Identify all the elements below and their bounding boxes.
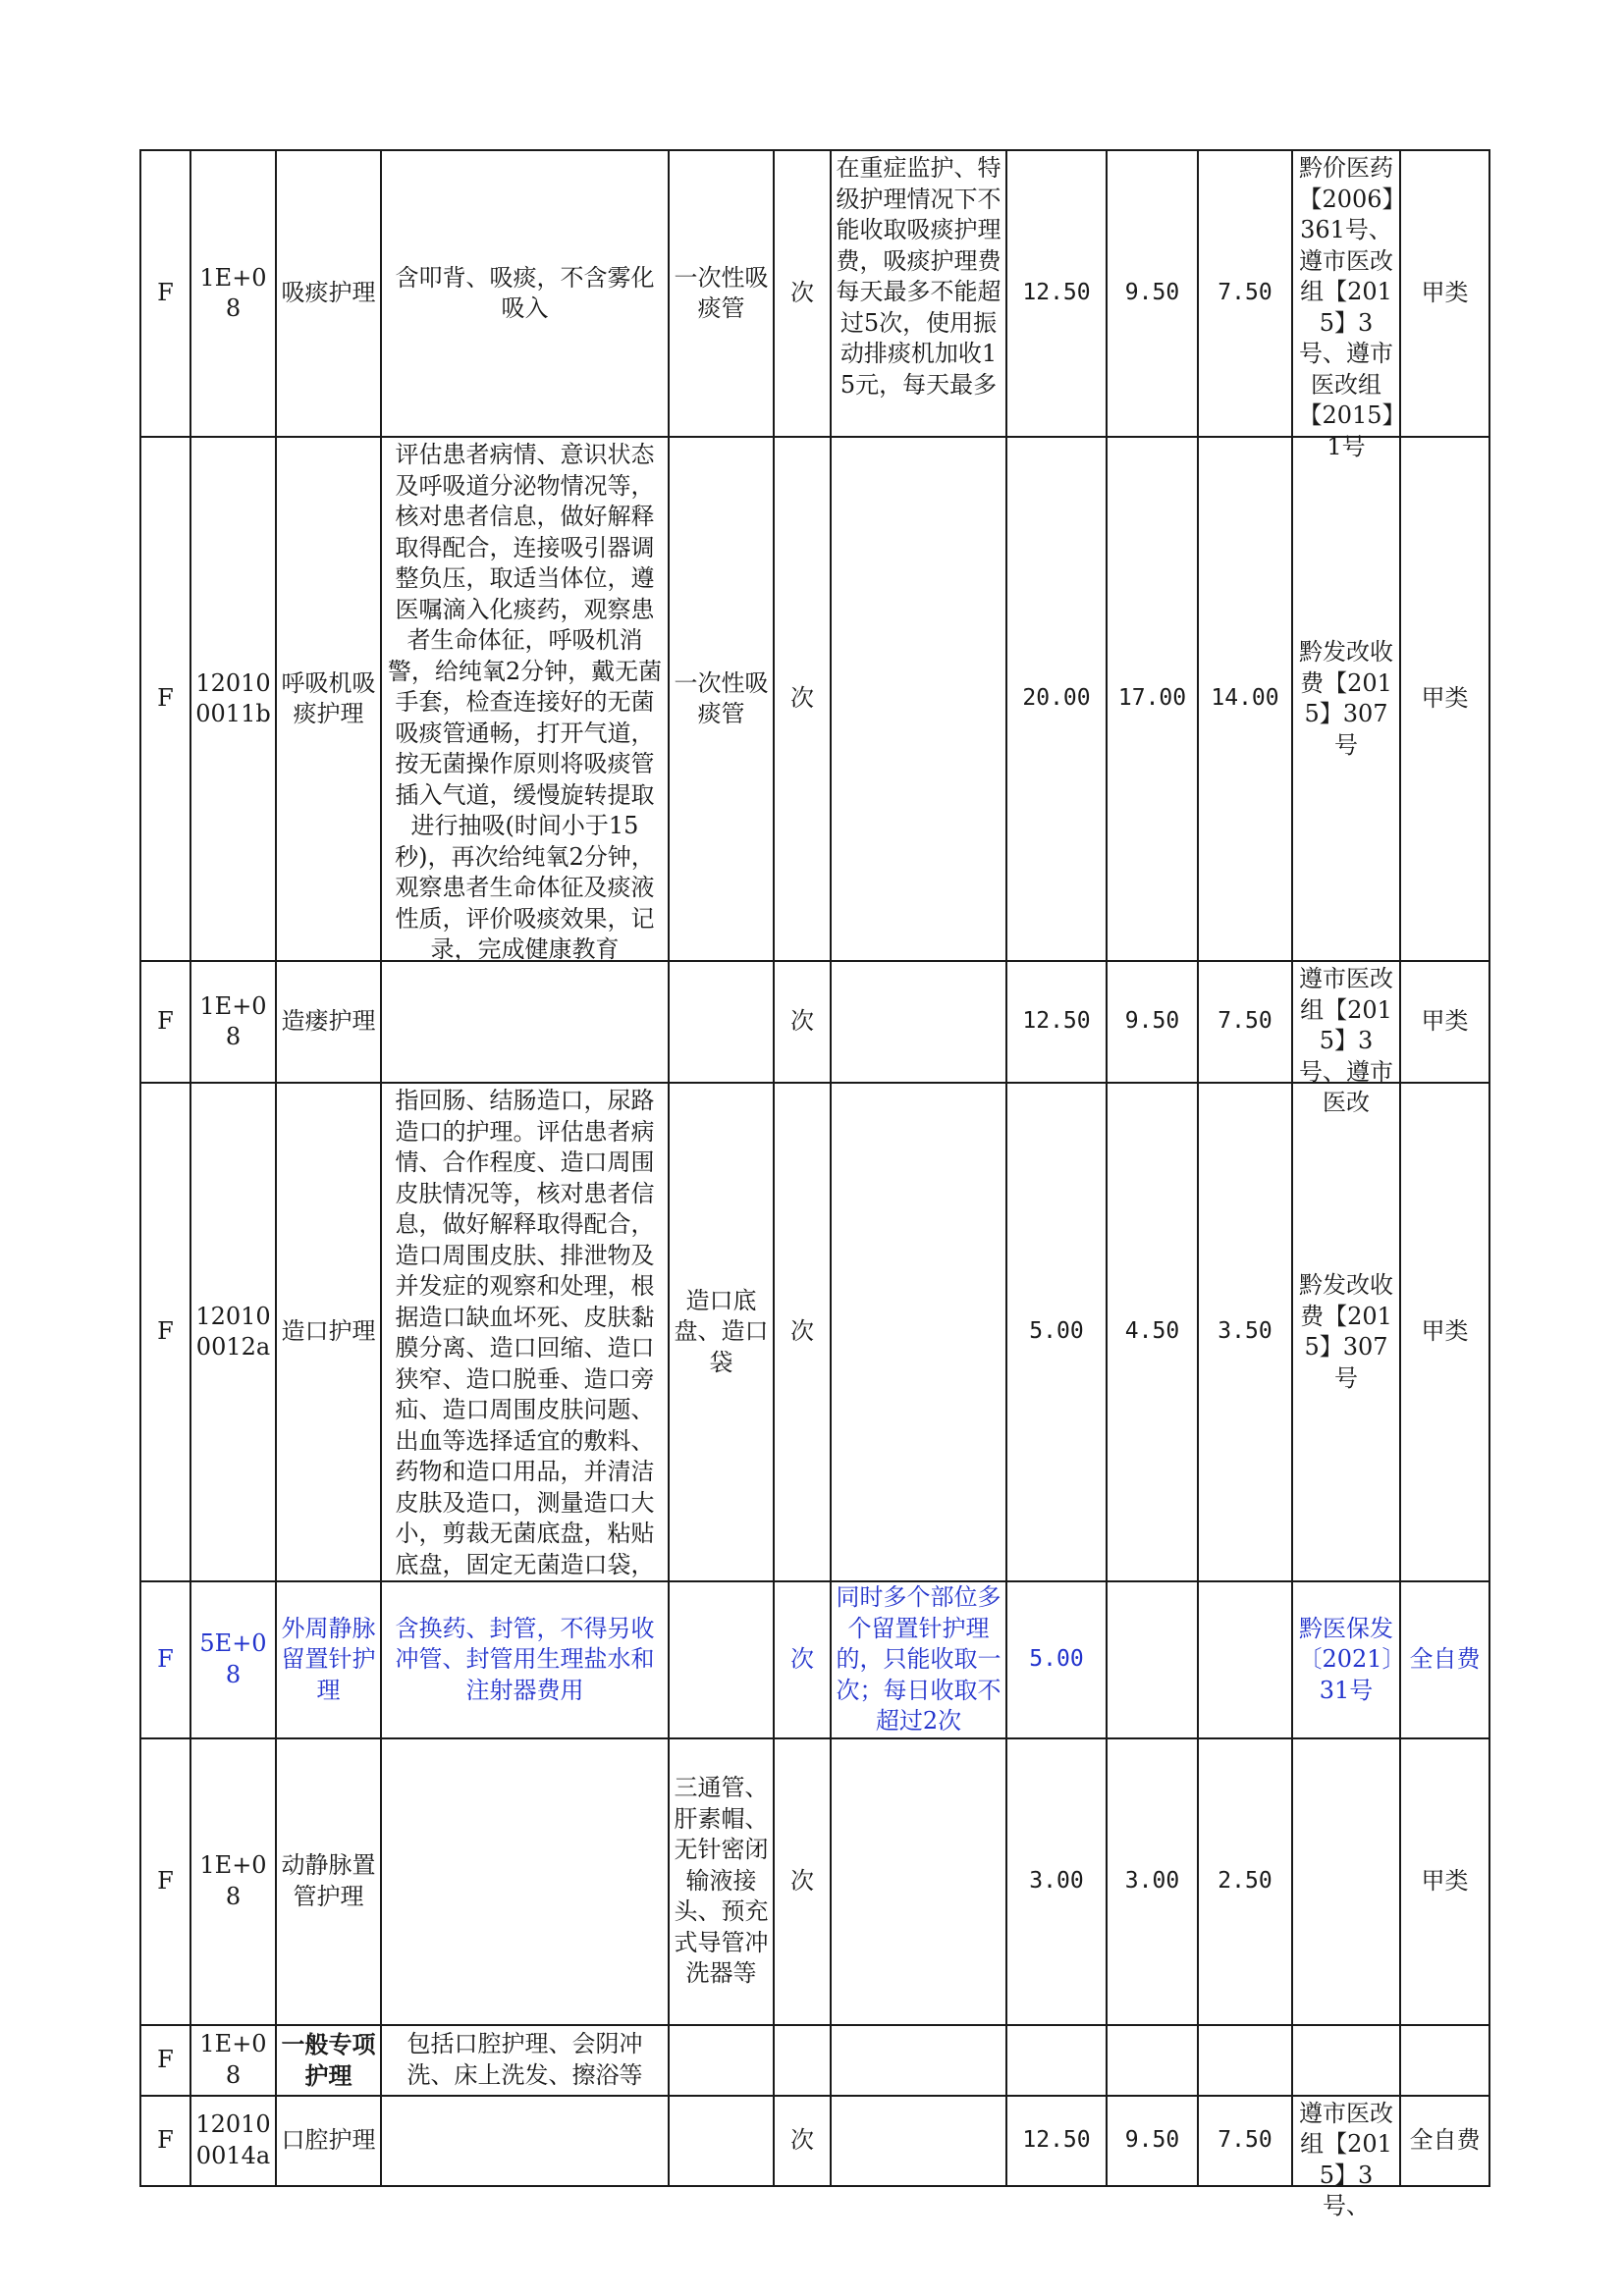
row-code-text: F — [157, 1317, 174, 1346]
insurance-category-text: 全自费 — [1409, 2125, 1481, 2154]
note-cell — [831, 2025, 1006, 2096]
price-level1-cell — [1006, 150, 1107, 437]
item-number-text: 120100011b — [195, 668, 271, 727]
item-content-cell — [381, 961, 669, 1083]
table-row — [140, 2096, 1489, 2186]
pricing-basis-cell — [1292, 437, 1400, 961]
item-number-text: 120100014a — [195, 2110, 271, 2169]
insurance-category-cell — [1400, 2096, 1489, 2186]
unit-cell — [774, 2025, 831, 2096]
price-level1-text: 3.00 — [1029, 1867, 1084, 1894]
row-code-cell — [140, 437, 190, 961]
insurance-category-text: 甲类 — [1421, 1317, 1469, 1346]
note-cell — [831, 1738, 1006, 2025]
table-row — [140, 961, 1489, 1083]
note-text: 在重症监护、特级护理情况下不能收取吸痰护理费，吸痰护理费每天最多不能超过5次，使用振动排痰机加收15元，每天最多 — [836, 154, 1001, 399]
price-level1-text: 20.00 — [1022, 685, 1091, 712]
price-level2-cell — [1107, 961, 1198, 1083]
item-number-text: 1E+08 — [199, 263, 267, 322]
item-number-cell — [190, 1581, 276, 1738]
row-code-cell — [140, 1083, 190, 1581]
item-number-text: 1E+08 — [199, 991, 267, 1050]
pricing-basis-text: 黔发改收费【2015】307号 — [1299, 638, 1393, 759]
item-name-text: 动静脉置管护理 — [281, 1851, 376, 1910]
price-level3-text: 3.50 — [1218, 1318, 1272, 1345]
item-number-cell — [190, 1738, 276, 2025]
item-content-cell — [381, 150, 669, 437]
unit-cell — [774, 1738, 831, 2025]
item-content-text: 评估患者病情、意识状态及呼吸道分泌物情况等，核对患者信息，做好解释取得配合，连接吸引器调整负压，取适当体位，遵医嘱滴入化痰药，观察患者生命体征，呼吸机消警，给纯氧2分钟，戴无菌手套，检查连接好的无菌吸痰管通畅，打开气道，按无菌操作原则将吸痰管插入气道，缓慢旋转提取进行抽吸(时间小于15秒)，再次给纯氧2分钟，观察患者生命体征及痰液性质，评价吸痰效果，记录，完成健康教育 — [387, 441, 663, 963]
unit-text: 次 — [790, 2125, 814, 2154]
item-name-text: 吸痰护理 — [281, 279, 376, 307]
unit-cell — [774, 150, 831, 437]
fee-schedule-table — [139, 149, 1490, 2219]
unit-cell — [774, 1581, 831, 1738]
price-level1-cell — [1006, 437, 1107, 961]
insurance-category-cell — [1400, 2025, 1489, 2096]
price-level2-cell — [1107, 1738, 1198, 2025]
note-cell — [831, 961, 1006, 1083]
price-level3-cell — [1198, 1083, 1292, 1581]
insurance-category-cell — [1400, 961, 1489, 1083]
price-level3-cell — [1198, 2025, 1292, 2096]
row-code-cell — [140, 2096, 190, 2186]
item-name-cell — [276, 2096, 381, 2186]
pricing-basis-cell — [1292, 1738, 1400, 2025]
unit-text: 次 — [790, 1007, 814, 1036]
row-code-text: F — [157, 1866, 174, 1895]
unit-cell — [774, 2096, 831, 2186]
price-level1-cell — [1006, 1083, 1107, 1581]
unit-text: 次 — [790, 1317, 814, 1346]
row-code-cell — [140, 2025, 190, 2096]
item-number-cell — [190, 1083, 276, 1581]
pricing-basis-text: 黔价医药【2006】361号、遵市医改组【2015】3号、遵市医改组【2015】1号 — [1298, 154, 1394, 460]
price-level1-text: 12.50 — [1022, 1008, 1091, 1035]
table-row — [140, 437, 1489, 961]
item-name-text: 造口护理 — [281, 1317, 376, 1346]
item-number-cell — [190, 2025, 276, 2096]
item-name-cell — [276, 437, 381, 961]
excluded-materials-cell — [669, 2025, 774, 2096]
item-number-text: 5E+08 — [199, 1629, 267, 1688]
item-name-cell — [276, 1581, 381, 1738]
table-row — [140, 1083, 1489, 1581]
pricing-basis-cell — [1292, 2096, 1400, 2219]
item-number-cell — [190, 437, 276, 961]
note-text: 同时多个部位多个留置针护理的，只能收取一次；每日收取不超过2次 — [836, 1583, 1001, 1735]
pricing-basis-text: 黔发改收费【2015】307号 — [1299, 1271, 1393, 1392]
table-row — [140, 2025, 1489, 2096]
item-name-text: 一般专项护理 — [281, 2030, 376, 2090]
unit-text: 次 — [790, 1866, 814, 1895]
price-level1-text: 5.00 — [1029, 1318, 1084, 1345]
item-name-text: 造瘘护理 — [281, 1007, 376, 1036]
insurance-category-text: 甲类 — [1421, 684, 1469, 713]
item-content-cell — [381, 1083, 669, 1581]
price-level3-text: 7.50 — [1218, 1008, 1272, 1035]
item-content-cell — [381, 1581, 669, 1738]
price-level3-cell — [1198, 2096, 1292, 2186]
insurance-category-text: 甲类 — [1421, 279, 1469, 307]
excluded-materials-cell — [669, 2096, 774, 2186]
price-level2-text: 9.50 — [1124, 2126, 1180, 2153]
excluded-materials-text: 一次性吸痰管 — [674, 263, 769, 322]
item-number-cell — [190, 2096, 276, 2186]
price-level1-text: 12.50 — [1022, 2126, 1091, 2153]
row-code-text: F — [157, 1645, 174, 1673]
excluded-materials-cell — [669, 1083, 774, 1581]
row-code-text: F — [157, 279, 174, 307]
item-number-text: 1E+08 — [199, 1851, 267, 1910]
price-level2-cell — [1107, 2096, 1198, 2186]
price-level3-cell — [1198, 1738, 1292, 2025]
item-name-cell — [276, 2025, 381, 2096]
excluded-materials-cell — [669, 1581, 774, 1738]
price-level3-cell — [1198, 437, 1292, 961]
pricing-basis-text: 遵市医改组【2015】3号、遵市医改 — [1299, 965, 1393, 1116]
price-level2-text: 9.50 — [1124, 280, 1180, 306]
item-name-text: 呼吸机吸痰护理 — [281, 668, 376, 727]
price-level3-text: 7.50 — [1218, 2126, 1272, 2153]
price-level1-cell — [1006, 2096, 1107, 2186]
row-code-cell — [140, 1738, 190, 2025]
pricing-basis-cell — [1292, 2025, 1400, 2096]
insurance-category-cell — [1400, 437, 1489, 961]
pricing-basis-cell — [1292, 1581, 1400, 1738]
excluded-materials-cell — [669, 961, 774, 1083]
note-cell — [831, 437, 1006, 961]
note-cell — [831, 150, 1006, 437]
item-content-text: 含换药、封管，不得另收冲管、封管用生理盐水和注射器费用 — [395, 1614, 655, 1704]
pricing-basis-cell — [1292, 961, 1400, 1116]
price-level2-text: 9.50 — [1124, 1008, 1180, 1035]
note-cell — [831, 1581, 1006, 1738]
price-level1-text: 12.50 — [1022, 280, 1091, 306]
unit-text: 次 — [790, 1645, 814, 1673]
price-level1-cell — [1006, 1738, 1107, 2025]
unit-cell — [774, 437, 831, 961]
note-cell — [831, 2096, 1006, 2186]
row-code-cell — [140, 150, 190, 437]
item-number-cell — [190, 961, 276, 1083]
insurance-category-cell — [1400, 150, 1489, 437]
pricing-basis-cell — [1292, 150, 1400, 460]
price-level2-text: 17.00 — [1117, 685, 1187, 712]
price-level2-cell — [1107, 437, 1198, 961]
price-level2-cell — [1107, 150, 1198, 437]
price-level2-text: 4.50 — [1124, 1318, 1180, 1345]
item-content-text: 包括口腔护理、会阴冲洗、床上洗发、擦浴等 — [406, 2030, 643, 2089]
excluded-materials-cell — [669, 437, 774, 961]
item-content-cell — [381, 2096, 669, 2186]
excluded-materials-text: 一次性吸痰管 — [674, 668, 769, 727]
excluded-materials-text: 三通管、肝素帽、无针密闭输液接头、预充式导管冲洗器等 — [674, 1774, 769, 1988]
row-code-text: F — [157, 2125, 174, 2154]
item-content-cell — [381, 2025, 669, 2096]
price-level3-text: 2.50 — [1218, 1867, 1272, 1894]
item-name-cell — [276, 1083, 381, 1581]
price-level2-cell — [1107, 1083, 1198, 1581]
price-level3-cell — [1198, 961, 1292, 1083]
price-level1-cell — [1006, 961, 1107, 1083]
excluded-materials-text: 造口底盘、造口袋 — [674, 1286, 769, 1376]
price-level1-cell — [1006, 1581, 1107, 1738]
price-level2-cell — [1107, 1581, 1198, 1738]
unit-text: 次 — [790, 279, 814, 307]
price-level2-cell — [1107, 2025, 1198, 2096]
item-content-text: 含叩背、吸痰，不含雾化吸入 — [395, 263, 655, 322]
item-name-cell — [276, 150, 381, 437]
insurance-category-cell — [1400, 1581, 1489, 1738]
insurance-category-text: 甲类 — [1421, 1866, 1469, 1895]
excluded-materials-cell — [669, 150, 774, 437]
price-level3-cell — [1198, 1581, 1292, 1738]
price-level3-text: 7.50 — [1218, 280, 1272, 306]
table-row — [140, 150, 1489, 437]
insurance-category-text: 甲类 — [1421, 1007, 1469, 1036]
unit-cell — [774, 961, 831, 1083]
row-code-text: F — [157, 2045, 174, 2073]
excluded-materials-cell — [669, 1738, 774, 2025]
price-level1-cell — [1006, 2025, 1107, 2096]
price-level2-text: 3.00 — [1124, 1867, 1180, 1894]
insurance-category-cell — [1400, 1083, 1489, 1581]
item-number-cell — [190, 150, 276, 437]
insurance-category-cell — [1400, 1738, 1489, 2025]
item-number-text: 1E+08 — [199, 2030, 267, 2089]
row-code-text: F — [157, 1007, 174, 1036]
unit-text: 次 — [790, 684, 814, 713]
unit-cell — [774, 1083, 831, 1581]
row-code-text: F — [157, 684, 174, 713]
row-code-cell — [140, 961, 190, 1083]
item-content-cell — [381, 437, 669, 961]
price-level3-cell — [1198, 150, 1292, 437]
item-name-cell — [276, 1738, 381, 2025]
item-name-text: 口腔护理 — [281, 2125, 376, 2154]
pricing-basis-text: 黔医保发〔2021〕31号 — [1298, 1614, 1394, 1704]
note-cell — [831, 1083, 1006, 1581]
item-content-cell — [381, 1738, 669, 2025]
item-name-text: 外周静脉留置针护理 — [281, 1614, 376, 1704]
item-name-cell — [276, 961, 381, 1083]
row-code-cell — [140, 1581, 190, 1738]
item-number-text: 120100012a — [195, 1302, 271, 1361]
item-content-text: 指回肠、结肠造口，尿路造口的护理。评估患者病情、合作程度、造口周围皮肤情况等，核对患者信息，做好解释取得配合，造口周围皮肤、排泄物及并发症的观察和处理，根据造口缺血坏死、皮肤黏膜分离、造口回缩、造口狭窄、造口脱垂、造口旁疝、造口周围皮肤问题、出血等选择适宜的敷料、药物和造口用品，并清洁皮肤及造口，测量造口大小，剪裁无菌底盘，粘贴底盘，固定无菌造口袋， — [395, 1087, 655, 1578]
price-level1-text: 5.00 — [1029, 1646, 1084, 1672]
table-row — [140, 1581, 1489, 1738]
table-row — [140, 1738, 1489, 2025]
insurance-category-text: 全自费 — [1409, 1645, 1481, 1673]
pricing-basis-text: 遵市医改组【2015】3号、 — [1299, 2099, 1393, 2219]
price-level3-text: 14.00 — [1211, 685, 1279, 712]
pricing-basis-cell — [1292, 1083, 1400, 1581]
